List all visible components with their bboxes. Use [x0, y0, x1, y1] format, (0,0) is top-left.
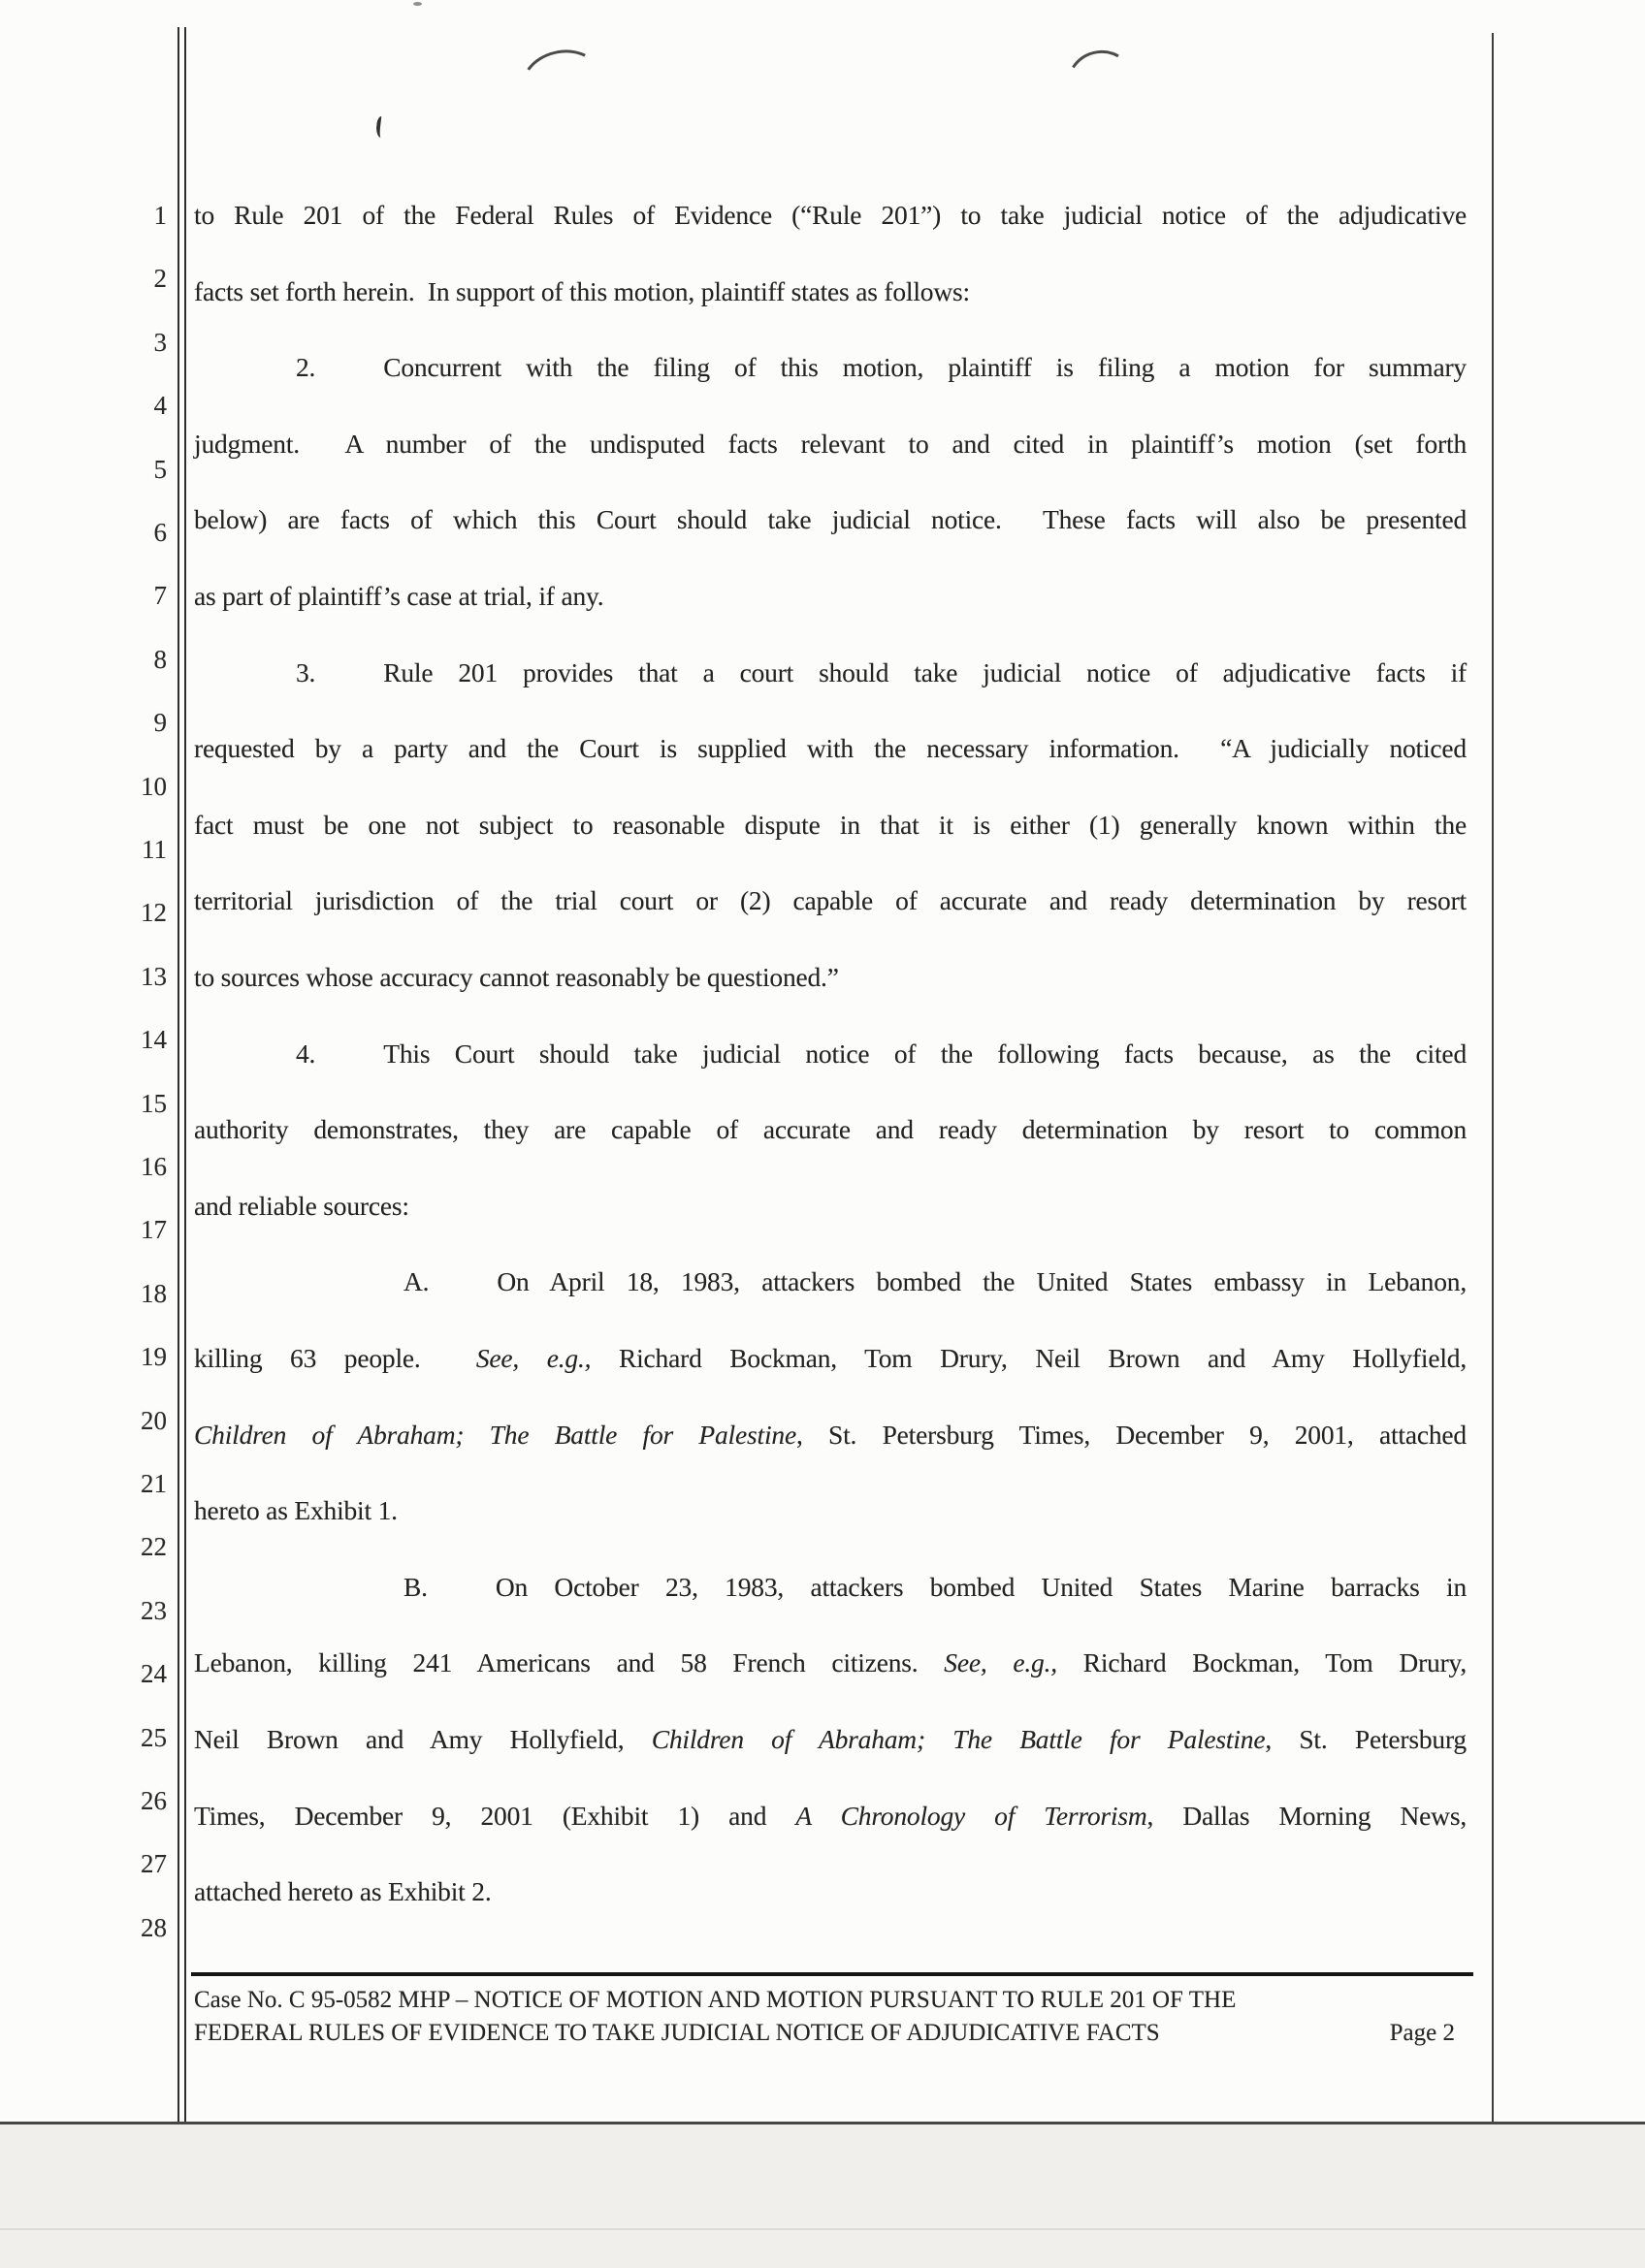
body-line — [194, 1718, 1467, 1761]
body-line — [194, 1337, 1467, 1380]
line-number: 7 — [153, 581, 167, 610]
text-segment: See, e.g., — [475, 1343, 592, 1373]
text-segment: hereto as Exhibit 1. — [194, 1495, 398, 1525]
line-number: 22 — [141, 1532, 167, 1561]
tab-gap — [315, 375, 383, 376]
body-line — [194, 1108, 1467, 1151]
first-line-indent — [194, 375, 296, 376]
line-number: 15 — [141, 1089, 167, 1118]
body-line — [194, 727, 1467, 770]
scan-background-line — [0, 2228, 1645, 2230]
text-segment: Neil Brown and Amy Hollyfield, — [194, 1724, 652, 1754]
text-segment: attached hereto as Exhibit 2. — [194, 1876, 492, 1906]
line-number: 3 — [153, 328, 167, 357]
body-line — [194, 271, 1467, 313]
paragraph-number: A. — [403, 1266, 430, 1296]
line-number: 24 — [141, 1659, 167, 1688]
document-body — [194, 0, 1467, 2268]
body-line — [194, 1414, 1467, 1456]
page-number-label: Page 2 — [1389, 2020, 1455, 2046]
body-line — [194, 423, 1467, 465]
line-number: 14 — [141, 1025, 167, 1054]
first-line-indent — [194, 681, 296, 682]
body-line — [194, 1261, 1467, 1303]
first-line-indent — [194, 1290, 403, 1291]
footer-divider-rule — [191, 1972, 1473, 1976]
text-segment: facts set forth herein. In support of this motion, plaintiff states as follows: — [194, 276, 970, 306]
footer-case-line-1: Case No. C 95-0582 MHP – NOTICE OF MOTION AND MOTION PURSUANT TO RULE 201 OF THE — [194, 1987, 1237, 2013]
paragraph-number: B. — [403, 1572, 428, 1602]
line-number: 4 — [153, 391, 167, 420]
line-number: 10 — [141, 772, 167, 801]
line-number: 28 — [141, 1913, 167, 1942]
text-segment: as part of plaintiff’s case at trial, if any. — [194, 581, 604, 611]
line-number: 11 — [142, 835, 167, 864]
paragraph-number: 3. — [296, 657, 316, 687]
body-line — [194, 652, 1467, 694]
body-line — [194, 1033, 1467, 1075]
text-segment: to sources whose accuracy cannot reasonably be questioned.” — [194, 962, 839, 992]
line-number: 19 — [141, 1342, 167, 1371]
body-line — [194, 1489, 1467, 1532]
line-number: 8 — [153, 645, 167, 674]
text-segment: Children of Abraham; The Battle for Palestine — [194, 1420, 796, 1450]
paragraph-number: 4. — [296, 1038, 316, 1069]
text-segment: , St. Petersburg Times, December 9, 2001, attached — [795, 1420, 1467, 1450]
left-margin-rule — [184, 27, 186, 2122]
body-line — [194, 1642, 1467, 1684]
text-segment: Richard Bockman, Tom Drury, — [1056, 1647, 1467, 1677]
body-line — [194, 575, 1467, 618]
tab-gap — [315, 1062, 383, 1063]
line-number: 18 — [141, 1279, 167, 1308]
line-number: 23 — [141, 1596, 167, 1625]
text-segment: , St. Petersburg — [1265, 1724, 1467, 1754]
text-segment: Rule 201 provides that a court should take judicial notice of adjudicative facts if — [383, 657, 1467, 687]
right-margin-rule — [1492, 33, 1494, 2122]
line-number: 26 — [141, 1786, 167, 1815]
body-line — [194, 804, 1467, 847]
body-line — [194, 1566, 1467, 1609]
line-number: 1 — [153, 201, 167, 230]
line-number: 9 — [153, 708, 167, 737]
text-segment: authority demonstrates, they are capable of accurate and ready determination by resort to common — [194, 1114, 1467, 1144]
body-line — [194, 1795, 1467, 1837]
first-line-indent — [194, 1062, 296, 1063]
line-number: 16 — [141, 1152, 167, 1181]
text-segment: below) are facts of which this Court should take judicial notice. These facts will also be presented — [194, 504, 1467, 534]
tab-gap — [429, 1290, 497, 1291]
text-segment: judgment. A number of the undisputed facts relevant to and cited in plaintiff’s motion (set forth — [194, 429, 1467, 459]
text-segment: killing 63 people. — [194, 1343, 476, 1373]
paragraph-number: 2. — [296, 352, 316, 382]
line-number: 13 — [141, 962, 167, 991]
text-segment: Concurrent with the filing of this motion, plaintiff is filing a motion for summary — [383, 352, 1467, 382]
footer-case-line-2: FEDERAL RULES OF EVIDENCE TO TAKE JUDICIAL NOTICE OF ADJUDICATIVE FACTS — [194, 2020, 1160, 2046]
body-line — [194, 1185, 1467, 1228]
text-segment: fact must be one not subject to reasonable dispute in that it is either (1) generally known within the — [194, 810, 1467, 840]
text-segment: Richard Bockman, Tom Drury, Neil Brown and Amy Hollyfield, — [591, 1343, 1467, 1373]
text-segment: On October 23, 1983, attackers bombed United States Marine barracks in — [495, 1572, 1467, 1602]
text-segment: On April 18, 1983, attackers bombed the United States embassy in Lebanon, — [497, 1266, 1467, 1296]
text-segment: territorial jurisdiction of the trial court or (2) capable of accurate and ready determination by resort — [194, 885, 1467, 915]
text-segment: A Chronology of Terrorism — [795, 1801, 1147, 1831]
first-line-indent — [194, 1595, 403, 1596]
text-segment: to Rule 201 of the Federal Rules of Evidence (“Rule 201”) to take judicial notice of the adjudicative — [194, 200, 1467, 230]
body-line — [194, 194, 1467, 237]
body-line — [194, 1870, 1467, 1913]
body-line — [194, 956, 1467, 999]
line-number: 5 — [153, 455, 167, 484]
text-segment: Lebanon, killing 241 Americans and 58 French citizens. — [194, 1647, 945, 1677]
line-number-column — [93, 0, 167, 2268]
text-segment: Times, December 9, 2001 (Exhibit 1) and — [194, 1801, 796, 1831]
tab-gap — [315, 681, 383, 682]
text-segment: and reliable sources: — [194, 1191, 409, 1221]
body-line — [194, 498, 1467, 541]
line-number: 6 — [153, 518, 167, 547]
body-line — [194, 879, 1467, 922]
text-segment: Children of Abraham; The Battle for Palestine — [651, 1724, 1266, 1754]
text-segment: , Dallas Morning News, — [1146, 1801, 1468, 1831]
line-number: 2 — [153, 264, 167, 293]
line-number: 20 — [141, 1406, 167, 1435]
tab-gap — [428, 1595, 496, 1596]
text-segment: This Court should take judicial notice of the following facts because, as the cited — [383, 1038, 1467, 1069]
line-number: 17 — [141, 1215, 167, 1244]
text-segment: See, e.g., — [944, 1647, 1057, 1677]
body-line — [194, 346, 1467, 389]
line-number: 12 — [141, 898, 167, 927]
line-number: 27 — [141, 1849, 167, 1878]
text-segment: requested by a party and the Court is supplied with the necessary information. “A judicially noticed — [194, 733, 1467, 763]
line-number: 21 — [141, 1469, 167, 1498]
left-margin-rule — [177, 27, 179, 2122]
line-number: 25 — [141, 1723, 167, 1752]
scan-background-band — [0, 2124, 1645, 2268]
